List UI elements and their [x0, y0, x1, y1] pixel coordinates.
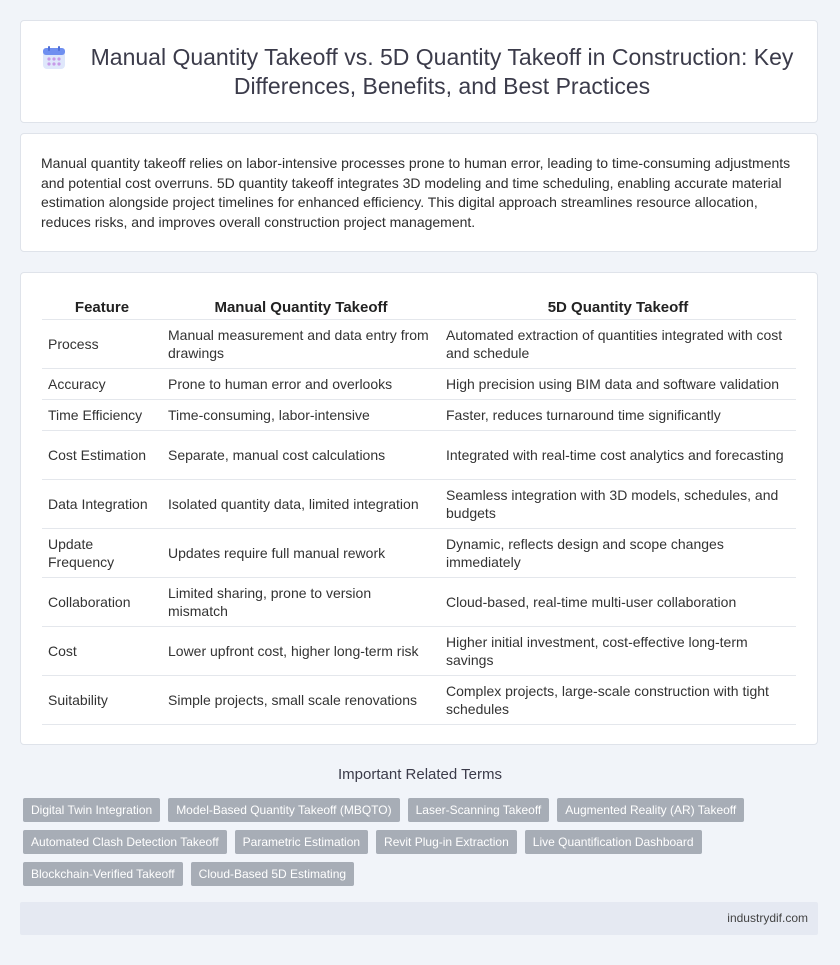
table-row — [42, 529, 796, 578]
tag-model-based-quantity-takeoff[interactable]: Model-Based Quantity Takeoff (MBQTO) — [168, 798, 399, 822]
table-header-row — [42, 293, 796, 320]
intro-card — [20, 133, 818, 252]
related-terms-title: Important Related Terms — [338, 766, 502, 783]
row-manual: Limited sharing, prone to version mismatch — [162, 578, 440, 627]
row-feature: Data Integration — [42, 480, 162, 529]
tag-laser-scanning-takeoff[interactable]: Laser-Scanning Takeoff — [408, 798, 550, 822]
footer — [20, 902, 818, 935]
footer-site[interactable]: industrydif.com — [727, 911, 808, 925]
row-5d: Cloud-based, real-time multi-user collaboration — [440, 578, 796, 627]
table-row — [42, 676, 796, 725]
tag-revit-plug-in-extraction[interactable]: Revit Plug-in Extraction — [376, 830, 517, 854]
row-feature: Accuracy — [42, 369, 162, 400]
table-row — [42, 431, 796, 480]
tag-live-quantification-dashboard[interactable]: Live Quantification Dashboard — [525, 830, 702, 854]
row-manual: Isolated quantity data, limited integration — [162, 480, 440, 529]
tag-digital-twin-integration[interactable]: Digital Twin Integration — [23, 798, 160, 822]
row-feature: Time Efficiency — [42, 400, 162, 431]
row-5d: Higher initial investment, cost-effective long-term savings — [440, 627, 796, 676]
related-terms-tags — [23, 798, 813, 894]
table-row — [42, 400, 796, 431]
table-row — [42, 320, 796, 369]
header-5d: 5D Quantity Takeoff — [440, 293, 796, 320]
row-feature: Suitability — [42, 676, 162, 725]
title-card — [20, 20, 818, 123]
row-5d: Seamless integration with 3D models, schedules, and budgets — [440, 480, 796, 529]
row-manual: Manual measurement and data entry from drawings — [162, 320, 440, 369]
row-feature: Process — [42, 320, 162, 369]
header-feature: Feature — [42, 293, 162, 320]
table-row — [42, 369, 796, 400]
row-manual: Simple projects, small scale renovations — [162, 676, 440, 725]
table-row — [42, 627, 796, 676]
row-5d: Integrated with real-time cost analytics and forecasting — [440, 431, 796, 480]
tag-augmented-reality-takeoff[interactable]: Augmented Reality (AR) Takeoff — [557, 798, 744, 822]
tag-blockchain-verified-takeoff[interactable]: Blockchain-Verified Takeoff — [23, 862, 183, 886]
row-manual: Prone to human error and overlooks — [162, 369, 440, 400]
table-row — [42, 480, 796, 529]
row-5d: Complex projects, large-scale construction with tight schedules — [440, 676, 796, 725]
calendar-icon — [41, 45, 67, 71]
tag-parametric-estimation[interactable]: Parametric Estimation — [235, 830, 368, 854]
row-5d: High precision using BIM data and software validation — [440, 369, 796, 400]
row-manual: Updates require full manual rework — [162, 529, 440, 578]
header-manual: Manual Quantity Takeoff — [162, 293, 440, 320]
row-feature: Cost Estimation — [42, 431, 162, 480]
comparison-card — [20, 272, 818, 745]
page-title: Manual Quantity Takeoff vs. 5D Quantity Takeoff in Construction: Key Differences, Benefits, and Best Practices — [90, 43, 794, 99]
table-row — [42, 578, 796, 627]
intro-paragraph: Manual quantity takeoff relies on labor-intensive processes prone to human error, leading to time-consuming adjustments and potential cost overruns. 5D quantity takeoff integrates 3D modeling and time scheduling, enabling accurate material estimation alongside project timelines for enhanced efficiency. This digital approach streamlines resource allocation, reduces risks, and improves overall construction project management. — [41, 155, 791, 230]
tag-cloud-based-5d-estimating[interactable]: Cloud-Based 5D Estimating — [191, 862, 354, 886]
row-manual: Time-consuming, labor-intensive — [162, 400, 440, 431]
row-feature: Update Frequency — [42, 529, 162, 578]
row-manual: Lower upfront cost, higher long-term risk — [162, 627, 440, 676]
tag-automated-clash-detection-takeoff[interactable]: Automated Clash Detection Takeoff — [23, 830, 227, 854]
row-manual: Separate, manual cost calculations — [162, 431, 440, 480]
row-5d: Automated extraction of quantities integrated with cost and schedule — [440, 320, 796, 369]
title-wrap — [21, 43, 817, 101]
row-feature: Cost — [42, 627, 162, 676]
row-feature: Collaboration — [42, 578, 162, 627]
comparison-table — [42, 293, 796, 725]
row-5d: Dynamic, reflects design and scope changes immediately — [440, 529, 796, 578]
row-5d: Faster, reduces turnaround time significantly — [440, 400, 796, 431]
